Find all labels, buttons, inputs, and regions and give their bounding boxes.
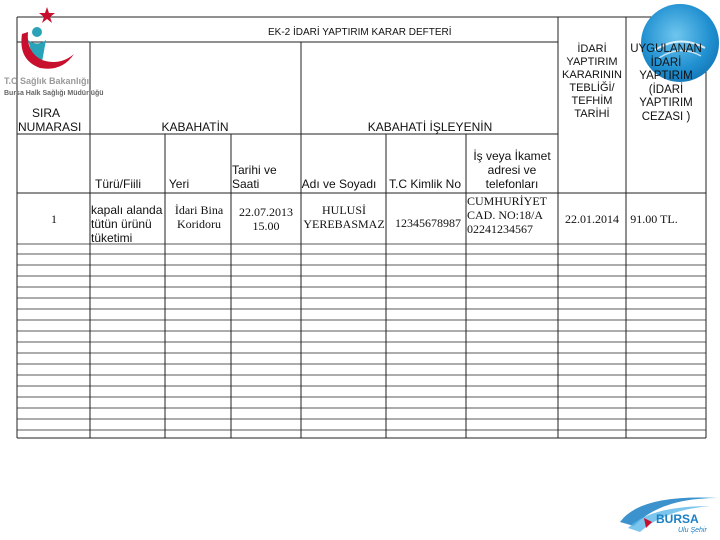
header-kabahati-isleyenin: KABAHATİ İŞLEYENİN [367, 120, 493, 134]
ministry-emblem-icon [0, 2, 100, 77]
header-tc-kimlik: T.C Kimlik No [388, 177, 461, 191]
bursa-logo [600, 492, 720, 540]
ministry-subtitle: Bursa Halk Sağlığı Müdürlüğü [4, 90, 104, 97]
row1-ceza: 91.00 TL. [630, 212, 678, 226]
row1-yeri: İdari Bina Koridoru [174, 203, 224, 231]
header-adres-telefon: İş veya İkamet adresi ve telefonları [473, 149, 551, 191]
header-yeri: Yeri [168, 177, 190, 191]
row1-tarih-saat: 22.07.2013 15.00 [239, 205, 293, 233]
header-tarihi-saati: Tarihi ve Saati [232, 163, 277, 191]
header-kabahatin: KABAHATİN [161, 120, 229, 134]
row1-adi-soyadi: HULUSİ YEREBASMAZ [303, 203, 385, 231]
row1-adres: CUMHURİYET CAD. NO:18/A 02241234567 [467, 194, 547, 236]
row1-tc-kimlik: 12345678987 [395, 216, 461, 230]
header-sira-numarasi: SIRA NUMARASI [18, 106, 82, 134]
header-adi-soyadi: Adı ve Soyadı [301, 177, 377, 191]
header-turu-fiili: Türü/Fiili [94, 177, 141, 191]
document-title: EK-2 İDARİ YAPTIRIM KARAR DEFTERİ [268, 27, 452, 38]
ministry-logo [0, 2, 104, 102]
row1-sira: 1 [51, 212, 57, 226]
header-uygulanan-yaptirim: UYGULANAN İDARİ YAPTIRIM (İDARİ YAPTIRIM CEZASI ) [630, 43, 702, 123]
bursa-tagline: Ulu Şehir [678, 527, 707, 534]
row1-teblig-tarihi: 22.01.2014 [565, 212, 619, 226]
ministry-name: T.C Sağlık Bakanlığı [4, 76, 90, 86]
header-teblig-tarihi: İDARİ YAPTIRIM KARARININ TEBLİĞİ/ TEFHİM TARİHİ [562, 43, 622, 120]
row1-turu-fiili: kapalı alanda tütün ürünü tüketimi [91, 203, 163, 245]
bursa-name: BURSA [656, 512, 699, 526]
